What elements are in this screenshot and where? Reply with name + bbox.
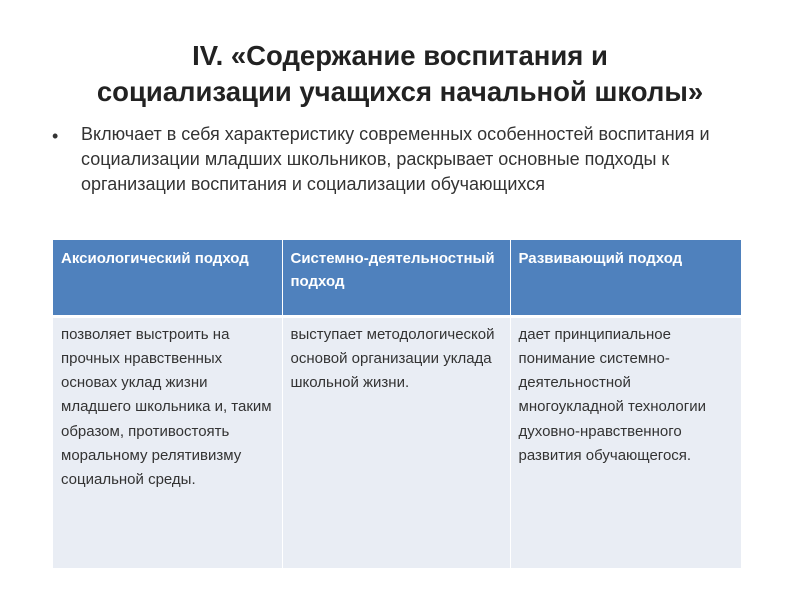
cell-developmental-approach: дает принципиальное понимание системно-деятельностной многоукладной технологии духовно-нравственного развития обучающегося. — [510, 316, 741, 568]
bullet-text: Включает в себя характеристику современных особенностей воспитания и социализации младших школьников, раскрывает основные подходы к организации воспитания и социализации обучающихся — [81, 124, 710, 194]
table-row — [53, 316, 741, 568]
slide-title-line-2: социализации учащихся начальной школы» — [96, 76, 704, 107]
bullet-item — [52, 122, 742, 197]
cell-axiological-approach: позволяет выстроить на прочных нравственных основах уклад жизни младшего школьника и, таким образом, противостоять моральному релятивизму социальной среды. — [53, 316, 282, 568]
header-system-activity-approach: Системно-деятельностный подход — [282, 240, 510, 316]
slide-title-line-1: IV. «Содержание воспитания и — [192, 40, 608, 71]
approaches-table — [53, 240, 741, 568]
header-developmental-approach: Развивающий подход — [510, 240, 741, 316]
bullet-dot-icon: • — [52, 126, 59, 146]
header-axiological-approach: Аксиологический подход — [53, 240, 282, 316]
cell-system-activity-approach: выступает методологической основой организации уклада школьной жизни. — [282, 316, 510, 568]
table-header-row — [53, 240, 741, 316]
slide-title — [40, 38, 760, 110]
